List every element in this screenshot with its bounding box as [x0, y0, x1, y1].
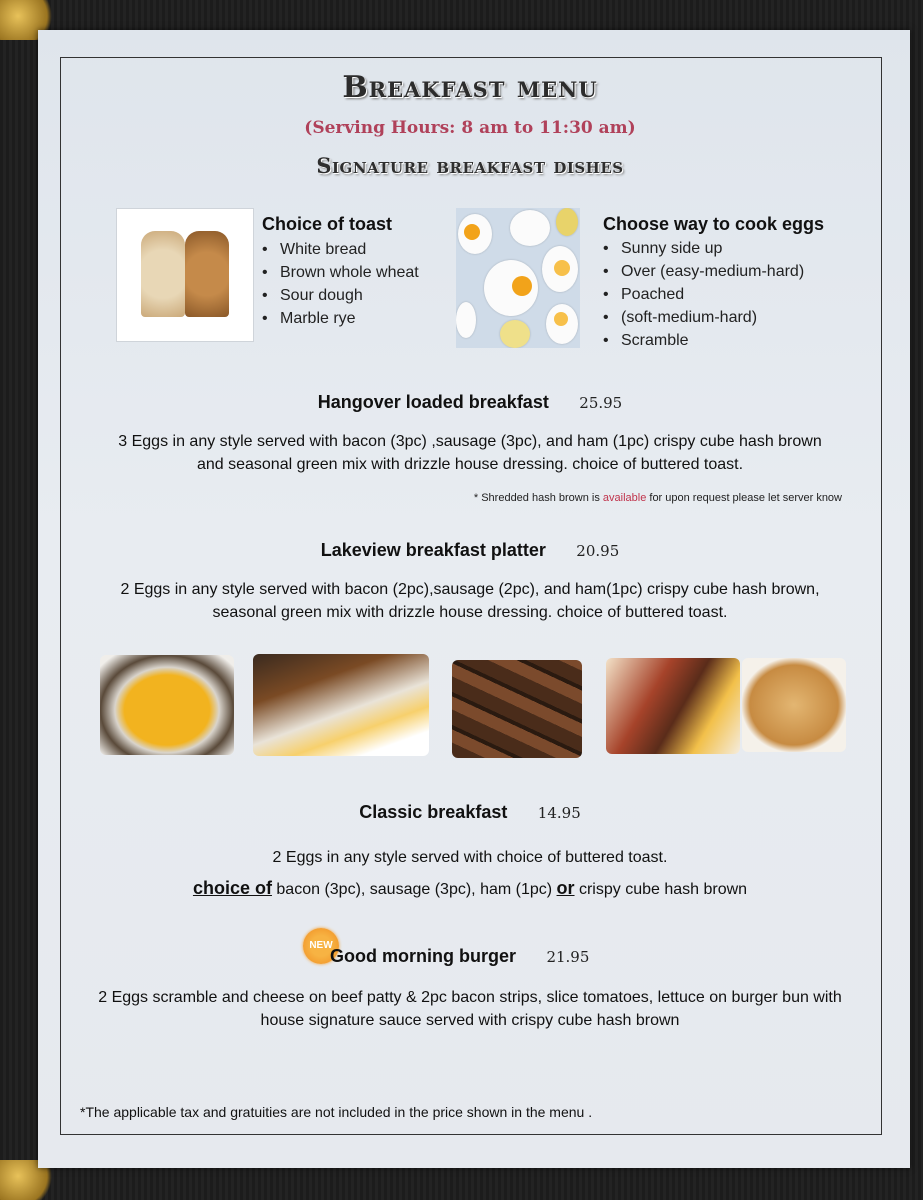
sausages-photo	[452, 660, 582, 758]
desc-line: seasonal green mix with drizzle house dressing. choice of buttered toast.	[212, 604, 728, 621]
desc-line	[60, 873, 880, 905]
toast-options-list	[262, 238, 419, 330]
menu-item-hangover	[60, 392, 880, 413]
list-item: • Sour dough	[262, 284, 419, 307]
eggs-heading: Choose way to cook eggs	[603, 214, 825, 234]
menu-item-lakeview	[60, 540, 880, 561]
desc-line: 3 Eggs in any style served with bacon (3pc) ,sausage (3pc), and ham (1pc) crispy cube hash brown	[118, 433, 822, 450]
eggs-image	[456, 208, 580, 348]
menu-item-classic	[60, 802, 880, 823]
list-item: • Marble rye	[262, 307, 419, 330]
item-description	[60, 578, 880, 624]
desc-text: crispy cube hash brown	[574, 881, 748, 898]
item-price: 25.95	[579, 394, 623, 412]
item-description	[60, 843, 880, 905]
bacon-sausage-plate-photo	[606, 658, 740, 754]
desc-line: 2 Eggs scramble and cheese on beef patty & 2pc bacon strips, slice tomatoes, lettuce on burger bun with	[98, 989, 842, 1006]
desc-line: 2 Eggs in any style served with choice of buttered toast.	[272, 849, 668, 866]
hash-brown-note	[380, 492, 842, 504]
list-item: • Over (easy-medium-hard)	[603, 260, 804, 283]
item-price: 20.95	[576, 542, 620, 560]
list-item: • White bread	[262, 238, 419, 261]
choice-of-label: choice of	[192, 878, 272, 898]
list-item: • Brown whole wheat	[262, 261, 419, 284]
item-price: 21.95	[546, 948, 590, 966]
desc-line: house signature sauce served with crispy cube hash brown	[260, 1012, 680, 1029]
item-description	[60, 430, 880, 476]
tax-footer-note: *The applicable tax and gratuities are not included in the price shown in the menu .	[80, 1104, 593, 1120]
shredded-hash-brown-photo	[742, 658, 846, 752]
toast-heading: Choice of toast	[262, 214, 393, 234]
item-name: Lakeview breakfast platter	[320, 540, 546, 560]
item-price: 14.95	[537, 804, 581, 822]
note-text: for upon request please let server know	[646, 492, 842, 504]
page-title: Breakfast menu	[342, 70, 598, 105]
desc-line: and seasonal green mix with drizzle house dressing. choice of buttered toast.	[196, 456, 744, 473]
note-highlight: available	[602, 492, 647, 504]
list-item: • (soft-medium-hard)	[603, 306, 804, 329]
note-text: * Shredded hash brown is	[473, 492, 603, 504]
item-name: Hangover loaded breakfast	[317, 392, 549, 412]
desc-line: 2 Eggs in any style served with bacon (2pc),sausage (2pc), and ham(1pc) crispy cube hash brown,	[120, 581, 820, 598]
new-badge: NEW	[303, 928, 339, 964]
item-name: Classic breakfast	[359, 802, 508, 822]
hash-brown-cubes-photo	[100, 655, 234, 755]
toast-and-eggs-photo	[253, 654, 429, 756]
list-item: • Scramble	[603, 329, 804, 352]
item-name: Good morning burger	[330, 946, 516, 966]
menu-item-burger	[330, 946, 589, 967]
item-description	[60, 986, 880, 1032]
list-item: • Sunny side up	[603, 237, 804, 260]
toast-image	[116, 208, 254, 342]
eggs-options-list	[603, 237, 804, 352]
list-item: • Poached	[603, 283, 804, 306]
section-subtitle: Signature breakfast dishes	[316, 153, 624, 178]
or-label: or	[556, 878, 575, 898]
desc-text: bacon (3pc), sausage (3pc), ham (1pc)	[271, 881, 557, 898]
serving-hours: (Serving Hours: 8 am to 11:30 am)	[304, 118, 636, 138]
